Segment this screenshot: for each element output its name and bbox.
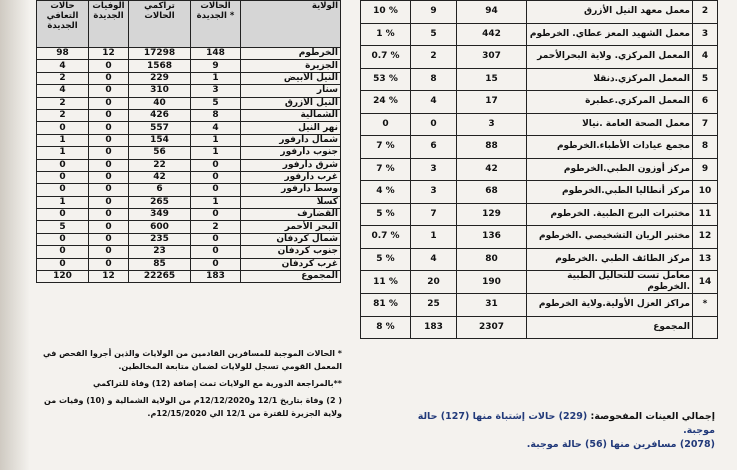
cell-cumulative: 56 (129, 147, 191, 159)
table-row (37, 48, 341, 60)
cell-recoveries: 0 (37, 122, 89, 134)
cell-recoveries: 2 (37, 109, 89, 121)
cell-deaths: 0 (89, 159, 129, 171)
cell-samples: 307 (457, 46, 527, 69)
cell-index: 2 (693, 1, 718, 24)
cell-samples: 31 (457, 294, 527, 317)
cell-deaths: 0 (89, 134, 129, 146)
table-row (37, 60, 341, 72)
page-shadow (0, 0, 30, 470)
cell-recoveries: 0 (37, 171, 89, 183)
table-row (361, 136, 718, 159)
table-row (361, 271, 718, 294)
cell-samples: 88 (457, 136, 527, 159)
cell-samples: 15 (457, 68, 527, 91)
cell-deaths: 0 (89, 246, 129, 258)
cell-recoveries: 98 (37, 48, 89, 60)
cell-cumulative: 1568 (129, 60, 191, 72)
cell-new-cases: 5 (191, 97, 241, 109)
cell-positive: 4 (411, 248, 457, 271)
cell-new-cases: 1 (191, 147, 241, 159)
cell-state: النيل الأزرق (241, 97, 341, 109)
table-row (37, 184, 341, 196)
cell-positive: 25 (411, 294, 457, 317)
table-row (37, 246, 341, 258)
cell-positive: 9 (411, 1, 457, 24)
cell-state: غرب دارفور (241, 171, 341, 183)
cell-new-cases: 1 (191, 196, 241, 208)
cell-deaths: 0 (89, 147, 129, 159)
samples-summary (385, 410, 715, 452)
header-recoveries: حالات التعافي الجديدة (37, 1, 89, 48)
cell-recoveries: 120 (37, 271, 89, 283)
cell-percent: 8 % (361, 316, 411, 339)
cell-recoveries: 0 (37, 233, 89, 245)
cell-new-cases: 0 (191, 171, 241, 183)
cell-deaths: 0 (89, 209, 129, 221)
cell-samples: 442 (457, 23, 527, 46)
cell-state: جنوب كردفان (241, 246, 341, 258)
table-row (37, 221, 341, 233)
cell-cumulative: 40 (129, 97, 191, 109)
cell-index: 13 (693, 248, 718, 271)
cell-state: القضارف (241, 209, 341, 221)
cell-state: شمال كردفان (241, 233, 341, 245)
summary-line-1 (385, 410, 715, 438)
cell-percent: 0.7 % (361, 226, 411, 249)
cell-lab-name: مركز الطائف الطبي .الخرطوم (527, 248, 693, 271)
cell-cumulative: 310 (129, 85, 191, 97)
cell-new-cases: 3 (191, 85, 241, 97)
cell-recoveries: 2 (37, 97, 89, 109)
footnote-1: * الحالات الموجبة للمسافرين القادمين من الولايات والذين أجروا الفحص في المعمل القومي تسجل للولايات لضمان متابعة المخالطين. (43, 349, 342, 371)
cell-samples: 94 (457, 1, 527, 24)
cell-percent: 7 % (361, 136, 411, 159)
summary-suspects: (229) حالات إشتباة منها (127) حالة موجبة. (417, 411, 715, 436)
states-table-header (37, 1, 341, 48)
cell-index: 12 (693, 226, 718, 249)
cell-samples: 80 (457, 248, 527, 271)
table-row (37, 171, 341, 183)
cell-lab-name: معمل معهد النيل الأزرق (527, 1, 693, 24)
cell-recoveries: 4 (37, 85, 89, 97)
cell-deaths: 0 (89, 60, 129, 72)
cell-positive: 2 (411, 46, 457, 69)
cell-percent: 53 % (361, 68, 411, 91)
footnotes (36, 347, 342, 424)
cell-positive: 6 (411, 136, 457, 159)
cell-percent: 1 % (361, 23, 411, 46)
cell-deaths: 12 (89, 271, 129, 283)
cell-percent: 7 % (361, 158, 411, 181)
table-row (37, 72, 341, 84)
cell-samples: 17 (457, 91, 527, 114)
header-state: الولاية (241, 1, 341, 48)
states-table (36, 0, 341, 283)
cell-index: 14 (693, 271, 718, 294)
table-row (37, 196, 341, 208)
cell-positive: 20 (411, 271, 457, 294)
cell-state: جنوب دارفور (241, 147, 341, 159)
table-row (37, 85, 341, 97)
cell-recoveries: 0 (37, 184, 89, 196)
cell-cumulative: 154 (129, 134, 191, 146)
cell-index: 8 (693, 136, 718, 159)
summary-line-2: (2078) مسافرين منها (56) حالة موجبة. (526, 439, 715, 450)
table-row (361, 203, 718, 226)
cell-state: البحر الأحمر (241, 221, 341, 233)
cell-state: كسلا (241, 196, 341, 208)
table-row (361, 113, 718, 136)
cell-lab-name: مجمع عيادات الأطباء.الخرطوم (527, 136, 693, 159)
cell-state: نهر النيل (241, 122, 341, 134)
cell-new-cases: 2 (191, 221, 241, 233)
cell-state: الخرطوم (241, 48, 341, 60)
cell-lab-name: المعمل المركزي.عطبرة (527, 91, 693, 114)
cell-state: وسط دارفور (241, 184, 341, 196)
table-row (361, 181, 718, 204)
cell-new-cases: 1 (191, 134, 241, 146)
cell-samples: 3 (457, 113, 527, 136)
cell-percent: 81 % (361, 294, 411, 317)
table-row (37, 147, 341, 159)
cell-new-cases: 0 (191, 246, 241, 258)
cell-positive: 183 (411, 316, 457, 339)
table-row (361, 316, 718, 339)
cell-state: شمال دارفور (241, 134, 341, 146)
cell-percent: 0.7 % (361, 46, 411, 69)
table-row (361, 248, 718, 271)
cell-index: 11 (693, 203, 718, 226)
cell-deaths: 0 (89, 258, 129, 270)
table-row (361, 46, 718, 69)
footnote-3: ( 2) وفاة بتاريخ 12/1 و12/12/2020م من الولاية الشمالية و (10) وفيات من ولاية الجزيرة للفترة من 12/1 الي 12/15/2020م. (44, 396, 342, 418)
cell-lab-name: المعمل المركزي. ولاية البحرالأحمر (527, 46, 693, 69)
cell-state: الجزيرة (241, 60, 341, 72)
cell-deaths: 0 (89, 196, 129, 208)
cell-lab-name: المجموع (527, 316, 693, 339)
cell-recoveries: 0 (37, 246, 89, 258)
cell-recoveries: 1 (37, 196, 89, 208)
cell-index: 9 (693, 158, 718, 181)
cell-deaths: 0 (89, 184, 129, 196)
cell-cumulative: 235 (129, 233, 191, 245)
cell-deaths: 0 (89, 109, 129, 121)
cell-positive: 5 (411, 23, 457, 46)
table-row (361, 294, 718, 317)
cell-cumulative: 22265 (129, 271, 191, 283)
cell-index: 10 (693, 181, 718, 204)
cell-percent: 10 % (361, 1, 411, 24)
cell-recoveries: 1 (37, 134, 89, 146)
cell-deaths: 0 (89, 233, 129, 245)
cell-deaths: 0 (89, 97, 129, 109)
table-row (37, 134, 341, 146)
cell-samples: 136 (457, 226, 527, 249)
cell-positive: 3 (411, 181, 457, 204)
cell-new-cases: 0 (191, 184, 241, 196)
cell-deaths: 12 (89, 48, 129, 60)
cell-recoveries: 2 (37, 72, 89, 84)
header-new-cases: الحالات الجديدة * (191, 1, 241, 48)
table-row (37, 209, 341, 221)
table-row (361, 1, 718, 24)
cell-new-cases: 148 (191, 48, 241, 60)
cell-index: * (693, 294, 718, 317)
cell-new-cases: 4 (191, 122, 241, 134)
cell-positive: 0 (411, 113, 457, 136)
cell-new-cases: 0 (191, 233, 241, 245)
cell-cumulative: 23 (129, 246, 191, 258)
cell-cumulative: 265 (129, 196, 191, 208)
cell-percent: 11 % (361, 271, 411, 294)
cell-lab-name: مركز أنطاليا الطبي.الخرطوم (527, 181, 693, 204)
labs-table-body (361, 1, 718, 339)
cell-lab-name: مختبر الريان التشخيصي .الخرطوم (527, 226, 693, 249)
cell-cumulative: 6 (129, 184, 191, 196)
cell-samples: 190 (457, 271, 527, 294)
cell-percent: 5 % (361, 248, 411, 271)
cell-recoveries: 0 (37, 209, 89, 221)
cell-new-cases: 0 (191, 209, 241, 221)
table-row (37, 271, 341, 283)
cell-deaths: 0 (89, 85, 129, 97)
cell-cumulative: 557 (129, 122, 191, 134)
cell-lab-name: مركز أوزون الطبي.الخرطوم (527, 158, 693, 181)
cell-percent: 0 (361, 113, 411, 136)
cell-index: 4 (693, 46, 718, 69)
labs-table (360, 0, 718, 339)
cell-percent: 24 % (361, 91, 411, 114)
cell-samples: 2307 (457, 316, 527, 339)
cell-index: 6 (693, 91, 718, 114)
cell-cumulative: 85 (129, 258, 191, 270)
cell-new-cases: 0 (191, 258, 241, 270)
cell-cumulative: 349 (129, 209, 191, 221)
header-cumulative: تراكمي الحالات (129, 1, 191, 48)
cell-lab-name: معمل الصحة العامة .نيالا (527, 113, 693, 136)
cell-samples: 68 (457, 181, 527, 204)
table-row (37, 233, 341, 245)
header-deaths: الوفيات الجديدة (89, 1, 129, 48)
cell-percent: 5 % (361, 203, 411, 226)
cell-new-cases: 9 (191, 60, 241, 72)
cell-samples: 42 (457, 158, 527, 181)
states-table-body (37, 48, 341, 283)
cell-new-cases: 1 (191, 72, 241, 84)
cell-lab-name: مختبرات البرج الطبية. الخرطوم (527, 203, 693, 226)
cell-lab-name: معمل الشهيد المعز عطاي. الخرطوم (527, 23, 693, 46)
cell-new-cases: 8 (191, 109, 241, 121)
cell-deaths: 0 (89, 221, 129, 233)
cell-recoveries: 1 (37, 147, 89, 159)
cell-cumulative: 17298 (129, 48, 191, 60)
cell-state: النيل الأبيض (241, 72, 341, 84)
cell-recoveries: 4 (37, 60, 89, 72)
table-row (361, 226, 718, 249)
cell-lab-name: مراكز العزل الأولية.ولاية الخرطوم (527, 294, 693, 317)
cell-positive: 7 (411, 203, 457, 226)
table-row (361, 158, 718, 181)
footnote-2: **بالمراجعة الدورية مع الولايات تمت إضافة (12) وفاة للتراكمي (92, 379, 342, 388)
table-row (361, 91, 718, 114)
cell-percent: 4 % (361, 181, 411, 204)
cell-index (693, 316, 718, 339)
cell-new-cases: 183 (191, 271, 241, 283)
cell-deaths: 0 (89, 171, 129, 183)
cell-cumulative: 42 (129, 171, 191, 183)
cell-deaths: 0 (89, 122, 129, 134)
table-row (361, 23, 718, 46)
cell-state: شرق دارفور (241, 159, 341, 171)
summary-label: إجمالي العينات المفحوصة: (590, 411, 715, 422)
cell-lab-name: معامل تست للتحاليل الطبية .الخرطوم (527, 271, 693, 294)
cell-new-cases: 0 (191, 159, 241, 171)
cell-positive: 1 (411, 226, 457, 249)
cell-cumulative: 426 (129, 109, 191, 121)
table-row (37, 122, 341, 134)
cell-recoveries: 0 (37, 159, 89, 171)
cell-cumulative: 229 (129, 72, 191, 84)
cell-positive: 8 (411, 68, 457, 91)
cell-recoveries: 5 (37, 221, 89, 233)
table-row (37, 97, 341, 109)
table-row (37, 109, 341, 121)
cell-samples: 129 (457, 203, 527, 226)
cell-deaths: 0 (89, 72, 129, 84)
table-row (37, 258, 341, 270)
table-row (361, 68, 718, 91)
cell-positive: 3 (411, 158, 457, 181)
cell-index: 7 (693, 113, 718, 136)
table-row (37, 159, 341, 171)
cell-cumulative: 22 (129, 159, 191, 171)
cell-state: الشمالية (241, 109, 341, 121)
cell-positive: 4 (411, 91, 457, 114)
cell-recoveries: 0 (37, 258, 89, 270)
cell-lab-name: المعمل المركزي.دنقلا (527, 68, 693, 91)
cell-index: 3 (693, 23, 718, 46)
cell-state: غرب كردفان (241, 258, 341, 270)
cell-index: 5 (693, 68, 718, 91)
cell-state: سنار (241, 85, 341, 97)
cell-cumulative: 600 (129, 221, 191, 233)
cell-state: المجموع (241, 271, 341, 283)
